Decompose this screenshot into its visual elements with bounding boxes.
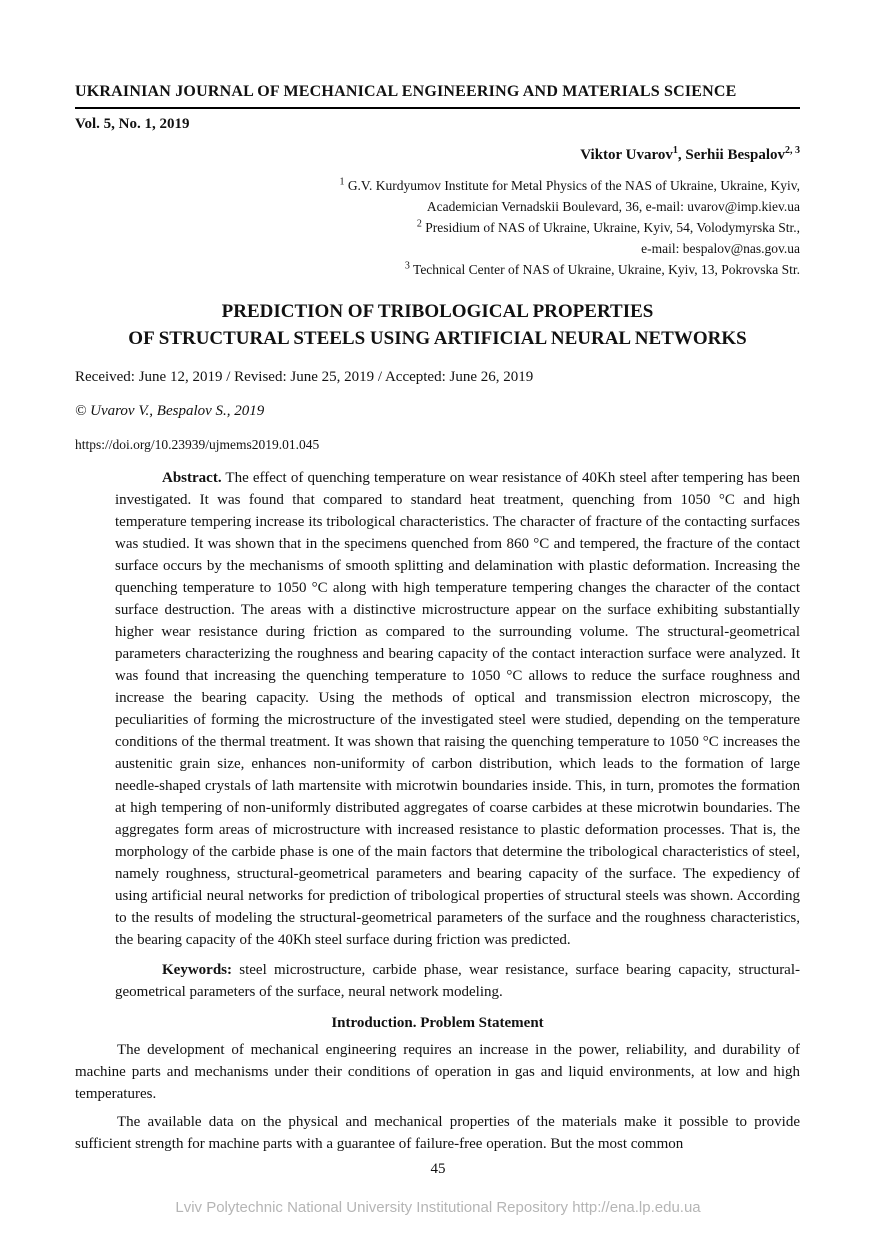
doi-text: https://doi.org/10.23939/ujmems2019.01.045 [75,437,320,452]
section-heading-introduction: Introduction. Problem Statement [331,1015,544,1031]
affiliation-3-text-1: Technical Center of NAS of Ukraine, Ukraine, Kyiv, 13, Pokrovska Str. [413,262,800,277]
affiliation-1-text-1: G.V. Kurdyumov Institute for Metal Physics of the NAS of Ukraine, Ukraine, Kyiv, [347,178,800,193]
received-revised-accepted-line: Received: June 12, 2019 / Revised: June 25, 2019 / Accepted: June 26, 2019 [75,369,534,385]
author-name-1: Viktor Uvarov [580,147,673,163]
affiliation-2-text-2: e-mail: bespalov@nas.gov.ua [641,241,800,256]
affiliation-1-line-1 [75,175,800,196]
affiliation-1-superscript: 1 [339,176,345,188]
affiliation-1-line-2 [75,196,800,217]
author-1-superscript: 1 [672,145,678,156]
affiliation-1-text-2: Academician Vernadskii Boulevard, 36, e-mail: uvarov@imp.kiev.ua [426,199,800,214]
affiliation-3-line-1 [75,259,800,280]
journal-volume: Vol. 5, No. 1, 2019 [75,116,190,132]
paper-title-line-2: OF STRUCTURAL STEELS USING ARTIFICIAL NEURAL NETWORKS [128,328,747,349]
intro-paragraph-2: The available data on the physical and mechanical properties of the materials make it possible to provide sufficient strength for machine parts with a guarantee of failure-free operation. But the most common [75,1114,800,1152]
keywords-paragraph [115,959,800,1003]
page-number: 45 [430,1161,446,1177]
abstract-paragraph [115,467,800,951]
authors-separator: , [677,147,686,163]
paper-title-line-1: PREDICTION OF TRIBOLOGICAL PROPERTIES [221,301,654,322]
repository-footer: Lviv Polytechnic National University Institutional Repository http://ena.lp.edu.ua [175,1199,701,1216]
affiliations-block [75,175,800,280]
author-name-2: Serhii Bespalov [685,147,785,163]
affiliation-3-superscript: 3 [404,260,410,272]
authors-line [75,146,800,165]
copyright-line: © Uvarov V., Bespalov S., 2019 [75,403,265,419]
intro-paragraph-1: The development of mechanical engineering requires an increase in the power, reliability, and durability of machine parts and mechanisms under their conditions of operation in gas and liquid environments, at low and high temperatures. [75,1042,800,1102]
paper-title [75,298,800,352]
affiliation-2-line-2 [75,238,800,259]
abstract-text: The effect of quenching temperature on wear resistance of 40Kh steel after tempering has been investigated. It was found that compared to standard heat treatment, quenching from 1050 °C and high temperature tempering increase its tribological characteristics. The character of fracture of the contacting surfaces was studied. It was shown that in the specimens quenched from 860 °C and tempered, the fracture of the contact surface occurs by the mechanisms of smooth splitting and delamination with plastic deformation. Increasing the quenching temperature to 1050 °C along with high temperature tempering changes the character of the contact surface destruction. The areas with a distinctive microstructure appear on the surface exhibiting substantially higher wear resistance during friction as compared to the surrounding volume. The structural-geometrical parameters characterizing the roughness and bearing capacity of the contact interaction surface were analyzed. It was found that increasing the quenching temperature to 1050 °C allows to reduce the surface roughness and increase the bearing capacity. Using the methods of optical and transmission electron microscopy, the peculiarities of forming the microstructure of the investigated steel were studied, depending on the temperature conditions of the thermal treatment. It was shown that raising the quenching temperature to 1050 °C increases the austenitic grain size, enhances non-uniformity of carbon distribution, which leads to the formation of large needle-shaped crystals of lath martensite with microtwin boundaries inside. This, in turn, promotes the formation at high tempering of non-uniformly distributed aggregates of coarse carbides at these microtwin boundaries. The aggregates form areas of microstructure with increased resistance to plastic deformation processes. That is, the morphology of the carbide phase is one of the main factors that determine the tribological characteristics of steel, namely roughness, structural-geometrical parameters and bearing capacity of the surface. The expediency of using artificial neural networks for prediction of tribological properties of structural steels was shown. According to the results of modeling the structural-geometrical parameters of the surface and the roughness characteristics, the bearing capacity of the 40Kh steel surface during friction was predicted. [115,470,800,948]
journal-name: UKRAINIAN JOURNAL OF MECHANICAL ENGINEERING AND MATERIALS SCIENCE [75,82,800,109]
journal-header [75,82,800,134]
affiliation-2-superscript: 2 [416,218,422,230]
author-2-superscript: 2, 3 [785,145,800,156]
abstract-label: Abstract. [162,470,222,486]
affiliation-2-line-1 [75,217,800,238]
keywords-text: steel microstructure, carbide phase, wear resistance, surface bearing capacity, structural-geometrical parameters of the surface, neural network modeling. [115,962,801,1000]
keywords-label: Keywords: [162,962,232,978]
affiliation-2-text-1: Presidium of NAS of Ukraine, Ukraine, Kyiv, 54, Volodymyrska Str., [425,220,800,235]
